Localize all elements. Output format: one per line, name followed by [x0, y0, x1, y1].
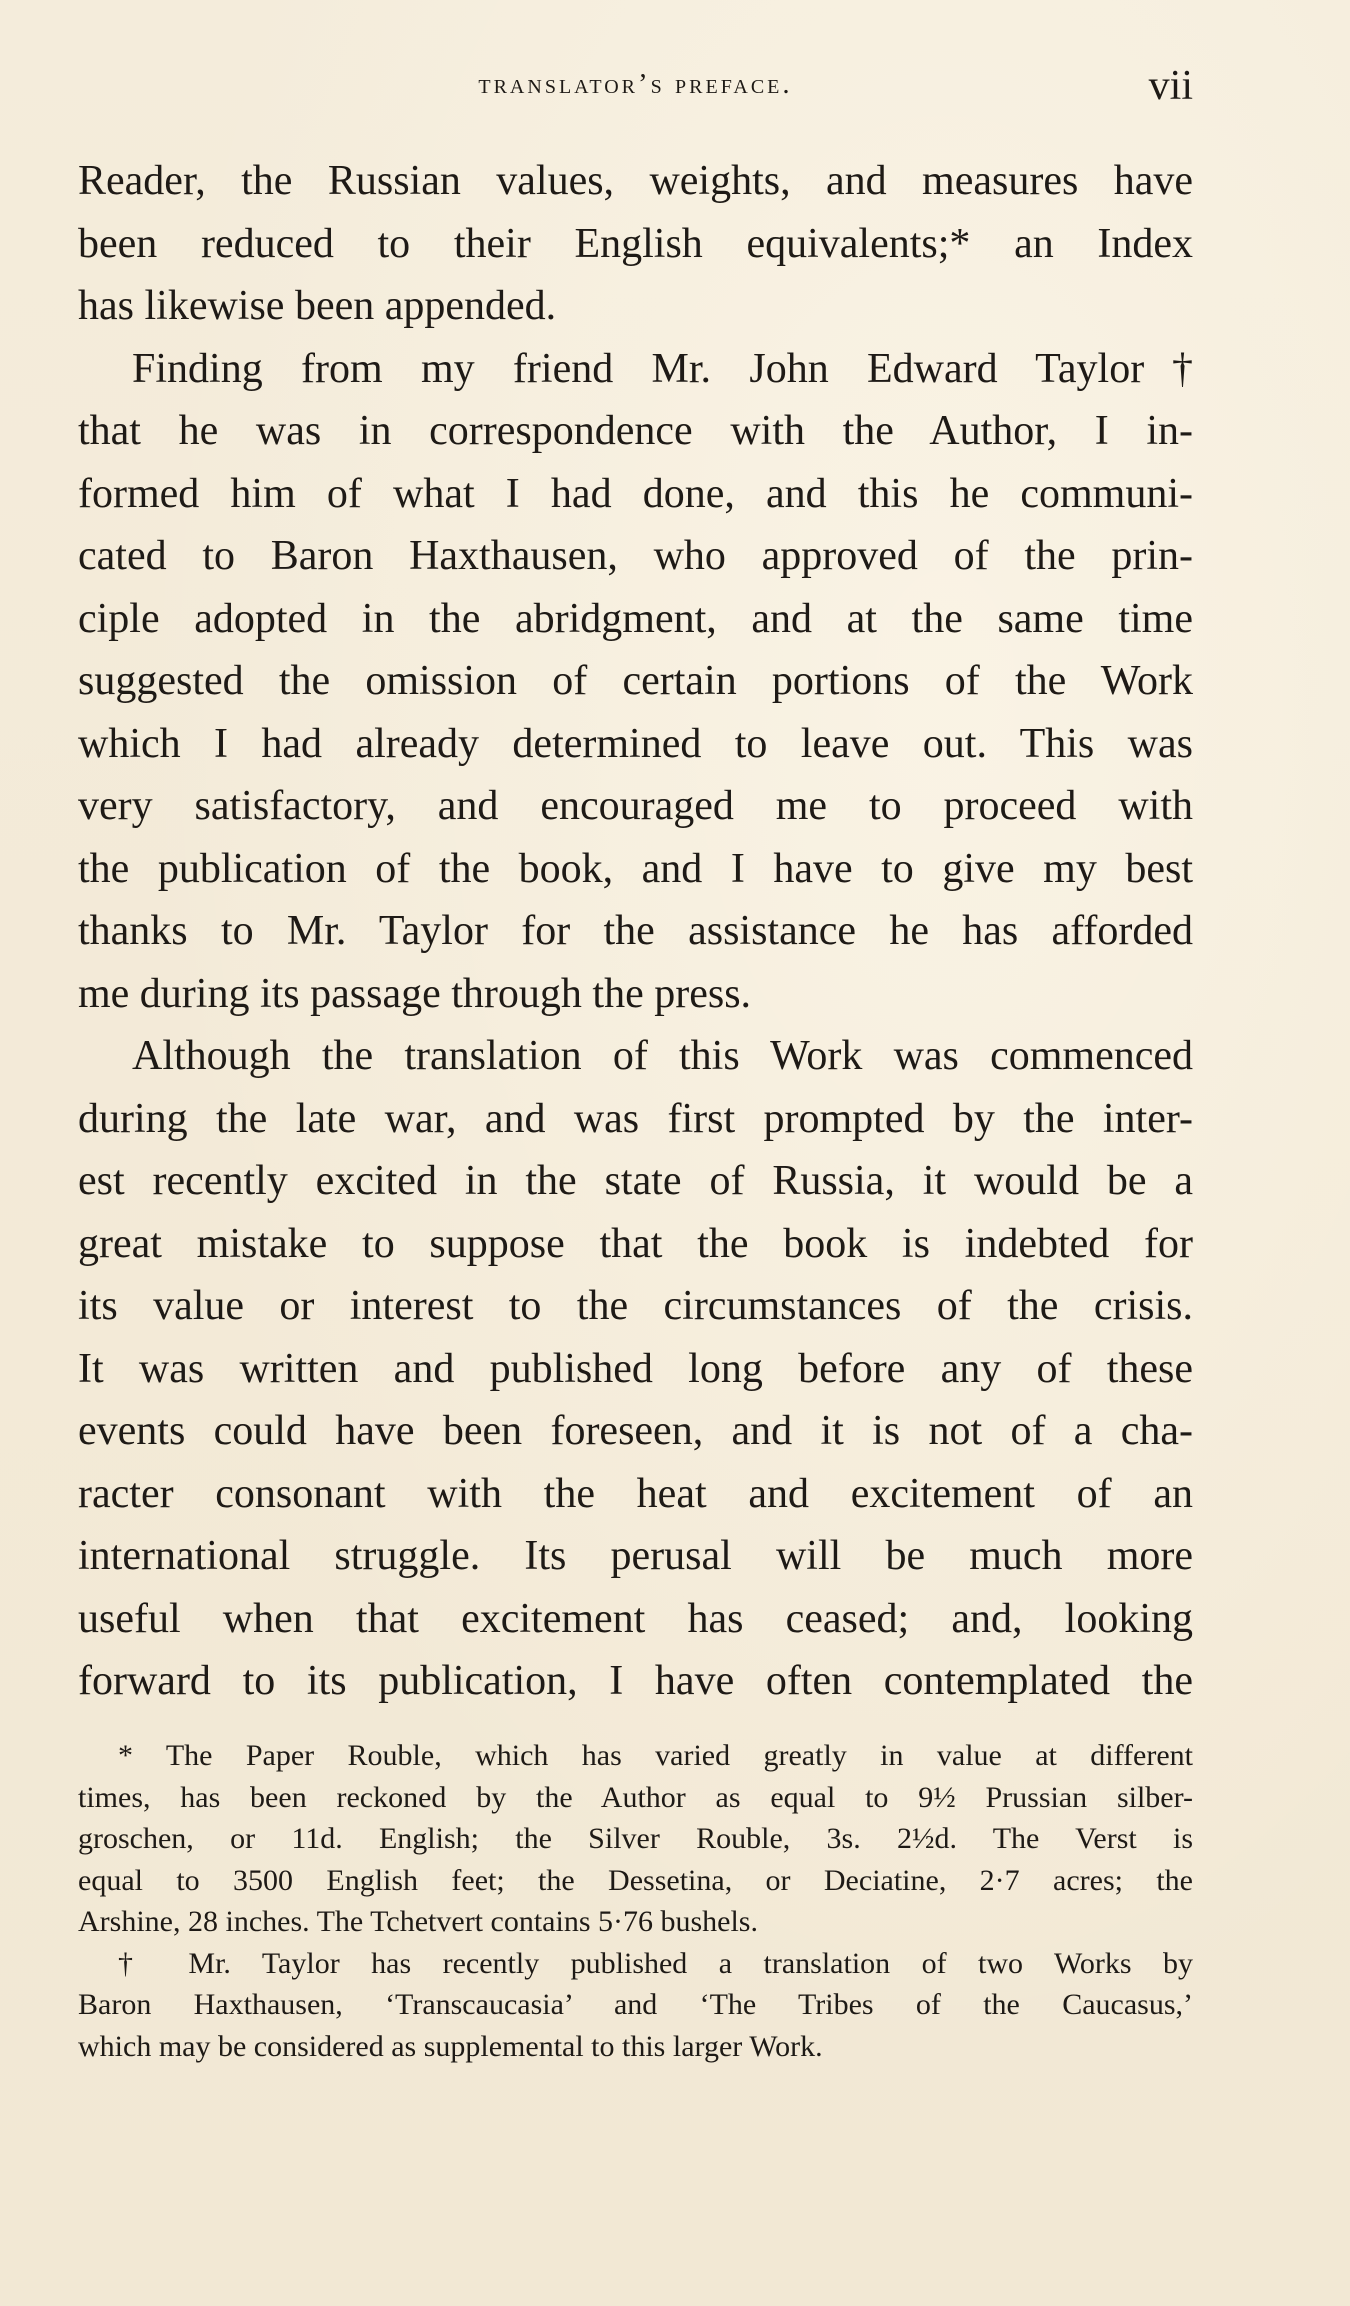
body-line: that he was in correspondence with the Author, I in-: [78, 408, 1193, 454]
body-line: been reduced to their English equivalents;* an Index: [78, 220, 1193, 267]
body-line: forward to its publication, I have often contemplated the: [78, 1658, 1193, 1704]
body-line: thanks to Mr. Taylor for the assistance he has afforded: [78, 908, 1193, 954]
body-line: cated to Baron Haxthausen, who approved of the prin-: [78, 533, 1193, 579]
body-line: racter consonant with the heat and excitement of an: [78, 1470, 1193, 1517]
body-line: est recently excited in the state of Russia, it would be a: [78, 1158, 1193, 1204]
body-text: [78, 150, 1193, 1713]
body-line: useful when that excitement has ceased; and, looking: [78, 1595, 1193, 1642]
body-line: its value or interest to the circumstances of the crisis.: [78, 1283, 1193, 1329]
footnotes: [78, 1735, 1193, 2067]
footnote-line: † Mr. Taylor has recently published a translation of two Works by: [118, 1946, 1193, 1980]
footnote-line: which may be considered as supplemental to this larger Work.: [78, 2029, 823, 2063]
running-header: [78, 62, 1193, 112]
body-line: has likewise been appended.: [78, 283, 557, 329]
body-line: Reader, the Russian values, weights, and measures have: [78, 158, 1193, 204]
body-line: which I had already determined to leave out. This was: [78, 720, 1193, 767]
body-line: formed him of what I had done, and this he communi-: [78, 470, 1193, 517]
footnote-line: Baron Haxthausen, ‘Transcaucasia’ and ‘The Tribes of the Caucasus,’: [78, 1988, 1193, 2021]
footnote-line: times, has been reckoned by the Author as equal to 9½ Prussian silber-: [78, 1780, 1193, 1814]
body-line: international struggle. Its perusal will be much more: [78, 1533, 1193, 1579]
body-line: the publication of the book, and I have to give my best: [78, 845, 1193, 892]
body-line: suggested the omission of certain portions of the Work: [78, 658, 1193, 704]
page-number: vii: [1148, 63, 1193, 109]
body-line: events could have been foreseen, and it is not of a cha-: [78, 1408, 1193, 1454]
body-line: Although the translation of this Work was commenced: [132, 1033, 1193, 1079]
running-title: translator’s preface.: [478, 68, 793, 100]
body-line: Finding from my friend Mr. John Edward Taylor†: [132, 345, 1193, 392]
footnote-line: groschen, or 11d. English; the Silver Rouble, 3s. 2½d. The Verst is: [78, 1822, 1193, 1855]
footnote-line: * The Paper Rouble, which has varied greatly in value at different: [118, 1739, 1193, 1772]
body-line: very satisfactory, and encouraged me to proceed with: [78, 783, 1193, 829]
body-line: It was written and published long before any of these: [78, 1345, 1193, 1392]
body-line: ciple adopted in the abridgment, and at the same time: [78, 595, 1193, 642]
footnote-line: Arshine, 28 inches. The Tchetvert contains 5·76 bushels.: [78, 1905, 758, 1938]
footnote-line: equal to 3500 English feet; the Dessetina, or Deciatine, 2·7 acres; the: [78, 1863, 1193, 1897]
body-line: me during its passage through the press.: [78, 970, 752, 1017]
body-line: great mistake to suppose that the book is indebted for: [78, 1220, 1193, 1267]
body-line: during the late war, and was first prompted by the inter-: [78, 1095, 1193, 1142]
